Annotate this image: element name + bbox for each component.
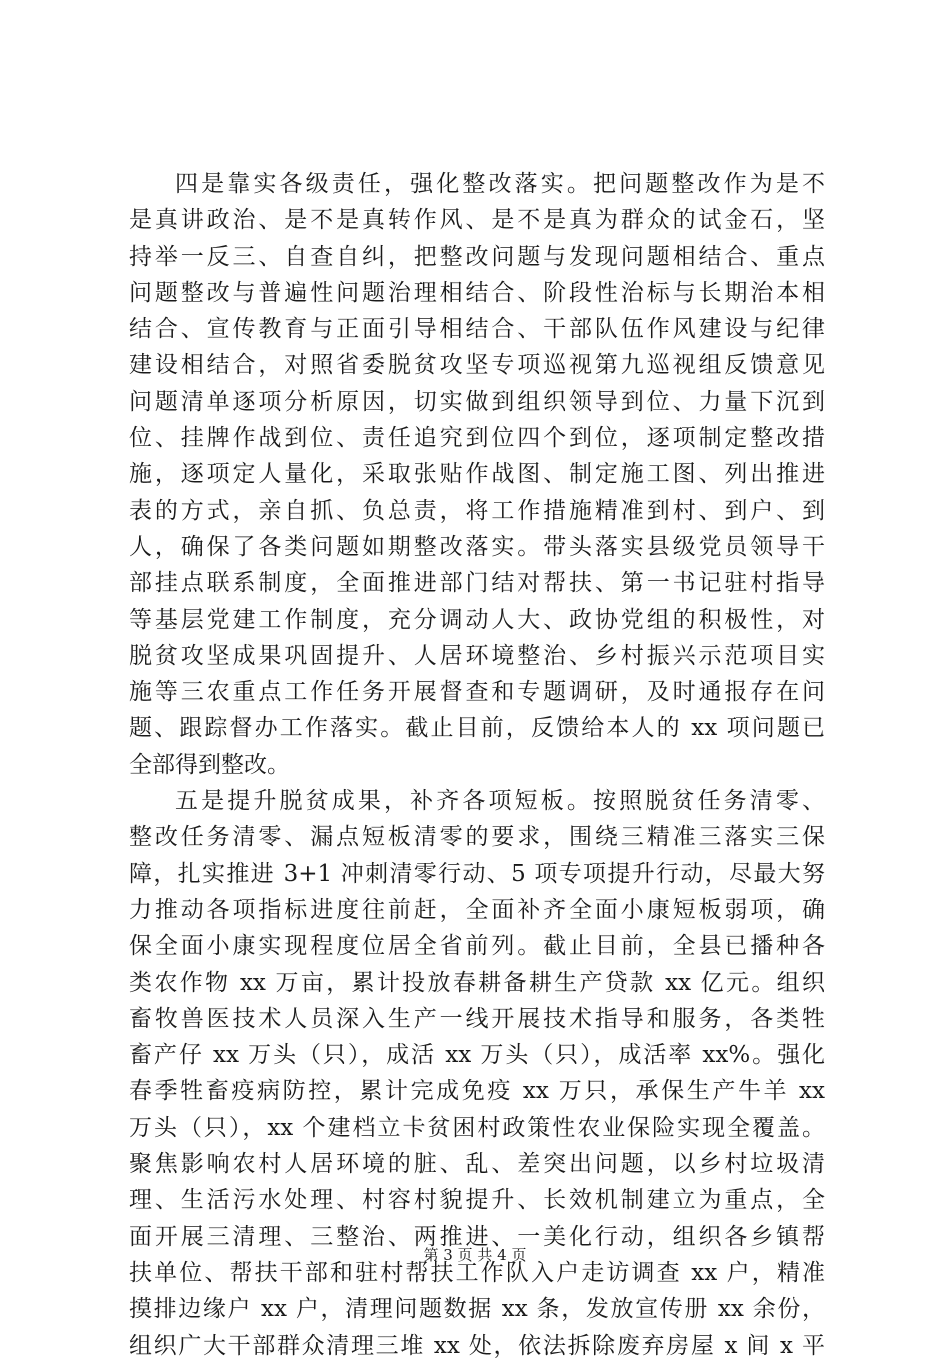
text-line: 畜牧兽医技术人员深入生产一线开展技术指导和服务，各类牲 [129,1005,825,1032]
text-line: 春季牲畜疫病防控，累计完成免疫 xx 万只，承保生产牛羊 xx [129,1078,825,1105]
text-line: 五是提升脱贫成果，补齐各项短板。按照脱贫任务清零、 [175,788,825,815]
text-line: 持举一反三、自查自纠，把整改问题与发现问题相结合、重点 [129,243,825,270]
paragraph-4 [129,166,825,783]
text-line: 保全面小康实现程度位居全省前列。截止目前，全县已播种各 [129,933,825,960]
text-line: 力推动各项指标进度往前赶，全面补齐全面小康短板弱项，确 [129,896,825,923]
text-line: 建设相结合，对照省委脱贫攻坚专项巡视第九巡视组反馈意见 [129,352,825,379]
text-line: 面开展三清理、三整治、两推进、一美化行动，组织各乡镇帮 [129,1223,825,1250]
document-body [129,166,825,1364]
text-line: 部挂点联系制度，全面推进部门结对帮扶、第一书记驻村指导 [129,570,825,597]
text-line: 脱贫攻坚成果巩固提升、人居环境整治、乡村振兴示范项目实 [129,642,825,669]
text-line: 障，扎实推进 3+1 冲刺清零行动、5 项专项提升行动，尽最大努 [129,860,825,887]
text-line: 聚焦影响农村人居环境的脏、乱、差突出问题，以乡村垃圾清 [129,1151,825,1178]
text-line: 是真讲政治、是不是真转作风、是不是真为群众的试金石，坚 [129,207,825,234]
text-line: 问题清单逐项分析原因，切实做到组织领导到位、力量下沉到 [129,388,825,415]
text-line: 题、跟踪督办工作落实。截止目前，反馈给本人的 xx 项问题已 [129,715,825,742]
page-number-label: 第 3 页 共 4 页 [423,1246,527,1264]
text-line: 结合、宣传教育与正面引导相结合、干部队伍作风建设与纪律 [129,316,825,343]
text-line: 整改任务清零、漏点短板清零的要求，围绕三精准三落实三保 [129,824,825,851]
text-line: 施，逐项定人量化，采取张贴作战图、制定施工图、列出推进 [129,461,825,488]
text-line: 四是靠实各级责任，强化整改落实。把问题整改作为是不 [175,171,825,197]
text-line: 等基层党建工作制度，充分调动人大、政协党组的积极性，对 [129,606,825,633]
page-footer [0,1244,950,1265]
text-line: 位、挂牌作战到位、责任追究到位四个到位，逐项制定整改措 [129,425,825,452]
text-line: 施等三农重点工作任务开展督查和专题调研，及时通报存在问 [129,679,825,706]
text-line: 全部得到整改。 [129,751,290,778]
text-line: 组织广大干部群众清理三堆 xx 处，依法拆除废弃房屋 x 间 x 平 [129,1332,825,1359]
text-line: 问题整改与普遍性问题治理相结合、阶段性治标与长期治本相 [129,279,825,306]
text-line: 摸排边缘户 xx 户，清理问题数据 xx 条，发放宣传册 xx 余份， [129,1296,825,1323]
text-line: 畜产仔 xx 万头（只），成活 xx 万头（只），成活率 xx%。强化 [129,1042,825,1069]
text-line: 万头（只），xx 个建档立卡贫困村政策性农业保险实现全覆盖。 [129,1114,825,1141]
text-line: 人，确保了各类问题如期整改落实。带头落实县级党员领导干 [129,533,825,560]
text-line: 类农作物 xx 万亩，累计投放春耕备耕生产贷款 xx 亿元。组织 [129,969,825,996]
text-line: 扶单位、帮扶干部和驻村帮扶工作队入户走访调查 xx 户，精准 [129,1259,825,1286]
text-line: 理、生活污水处理、村容村貌提升、长效机制建立为重点，全 [129,1187,825,1214]
paragraph-5 [129,783,825,1364]
text-line: 表的方式，亲自抓、负总责，将工作措施精准到村、到户、到 [129,497,825,524]
